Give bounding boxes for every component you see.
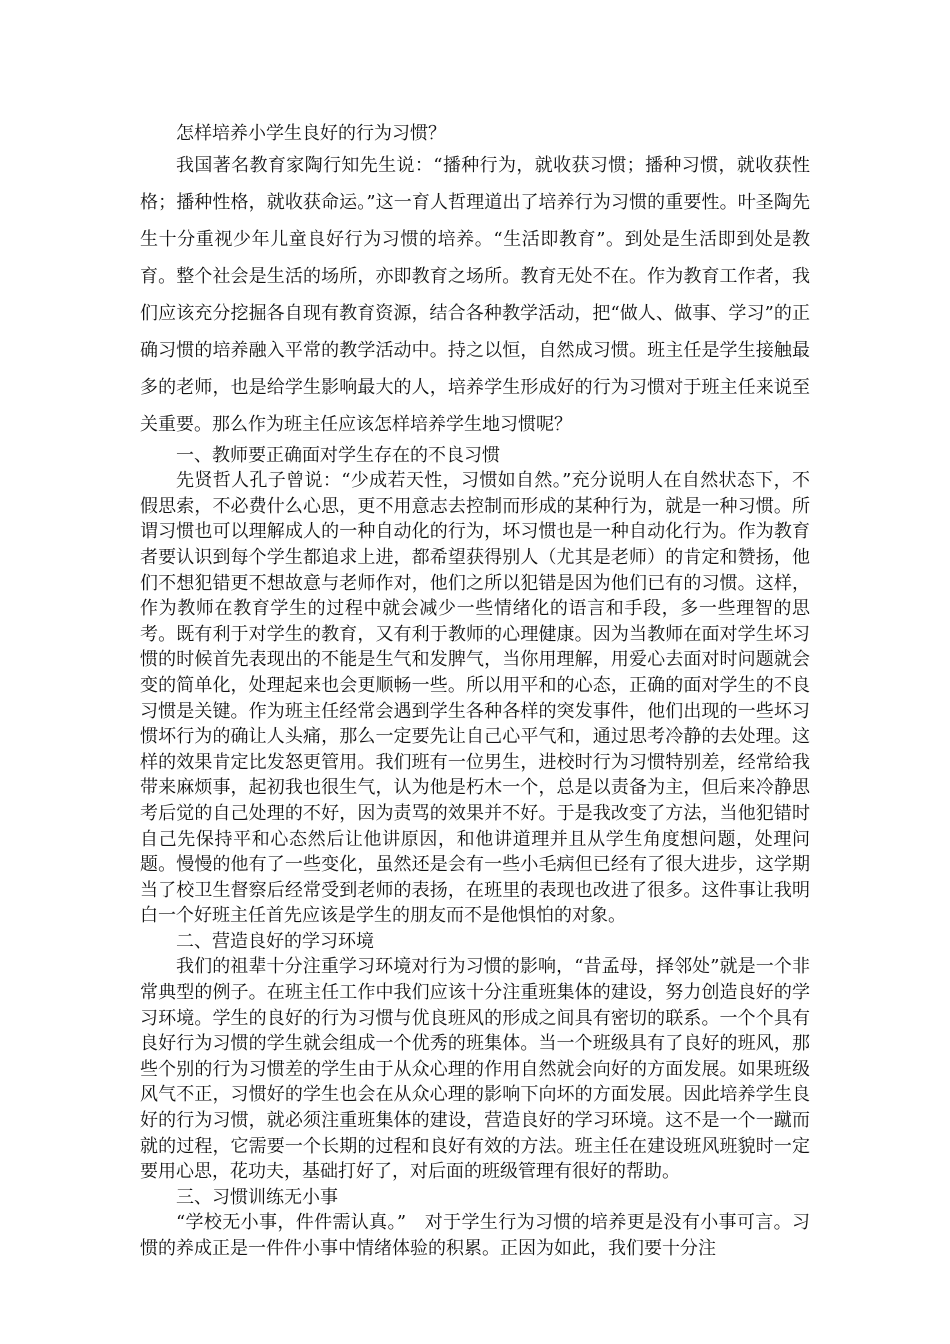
document-title: 怎样培养小学生良好的行为习惯？: [176, 123, 446, 144]
paragraph-section-3: “学校无小事，件件需认真。” 对于学生行为习惯的培养更是没有小事可言。习惯的养成正是一件件小事中情绪体验的积累。正因为如此，我们要十分注: [140, 1212, 810, 1259]
paragraph-section-1: 先贤哲人孔子曾说：“少成若天性，习惯如自然。”充分说明人在自然状态下，不假思索，不必费什么心思，更不用意志去控制而形成的某种行为，就是一种习惯。所谓习惯也可以理解成人的一种自动化的行为，坏习惯也是一种自动化行为。作为教育者要认识到每个学生都追求上进，都希望获得别人（尤其是老师）的肯定和赞扬，他们不想犯错更不想故意与老师作对，他们之所以犯错是因为他们已有的习惯。这样，作为教师在教育学生的过程中就会减少一些情绪化的语言和手段，多一些理智的思考。既有利于对学生的教育，又有利于教师的心理健康。因为当教师在面对学生坏习惯的时候首先表现出的不能是生气和发脾气，当你用理解，用爱心去面对时问题就会变的简单化，处理起来也会更顺畅一些。所以用平和的心态，正确的面对学生的不良习惯是关键。作为班主任经常会遇到学生各种各样的突发事件，他们出现的一些坏习惯坏行为的确让人头痛，那么一定要先让自己心平气和，通过思考冷静的去处理。这样的效果肯定比发怒更管用。我们班有一位男生，进校时行为习惯特别差，经常给我带来麻烦事，起初我也很生气，认为他是朽木一个，总是以责备为主，但后来冷静思考后觉的自己处理的不好，因为责骂的效果并不好。于是我改变了方法，当他犯错时自己先保持平和心态然后让他讲原因，和他讲道理并且从学生角度想问题，处理问题。慢慢的他有了一些变化，虽然还是会有一些小毛病但已经有了很大进步，这学期当了校卫生督察后经常受到老师的表扬，在班里的表现也改进了很多。这件事让我明白一个好班主任首先应该是学生的朋友而不是他惧怕的对象。: [140, 470, 810, 927]
section-heading-2: 二、营造良好的学习环境: [176, 930, 374, 952]
paragraph-intro: 我国著名教育家陶行知先生说：“播种行为，就收获习惯；播种习惯，就收获性格；播种性格，就收获命运。”这一育人哲理道出了培养行为习惯的重要性。叶圣陶先生十分重视少年儿童良好行为习惯的培养。“生活即教育”。到处是生活即到处是教育。整个社会是生活的场所，亦即教育之场所。教育无处不在。作为教育工作者，我们应该充分挖掘各自现有教育资源，结合各种教学活动，把“做人、做事、学习”的正确习惯的培养融入平常的教学活动中。持之以恒，自然成习惯。班主任是学生接触最多的老师，也是给学生影响最大的人，培养学生形成好的行为习惯对于班主任来说至关重要。那么作为班主任应该怎样培养学生地习惯呢？: [140, 154, 810, 435]
document-page: [140, 121, 810, 1262]
section-heading-1: 一、教师要正确面对学生存在的不良习惯: [176, 444, 500, 466]
section-heading-3: 三、习惯训练无小事: [176, 1186, 338, 1208]
paragraph-section-2: 我们的祖辈十分注重学习环境对行为习惯的影响，“昔孟母，择邻处”就是一个非常典型的例子。在班主任工作中我们应该十分注重班集体的建设，努力创造良好的学习环境。学生的良好的行为习惯与优良班风的形成之间具有密切的联系。一个个具有良好行为习惯的学生就会组成一个优秀的班集体。当一个班级具有了良好的班风，那些个别的行为习惯差的学生由于从众心理的作用自然就会向好的方面发展。如果班级风气不正，习惯好的学生也会在从众心理的影响下向坏的方面发展。因此培养学生良好的行为习惯，就必须注重班集体的建设，营造良好的学习环境。这不是一个一蹴而就的过程，它需要一个长期的过程和良好有效的方法。班主任在建设班风班貌时一定要用心思，花功夫，基础打好了，对后面的班级管理有很好的帮助。: [140, 956, 810, 1183]
